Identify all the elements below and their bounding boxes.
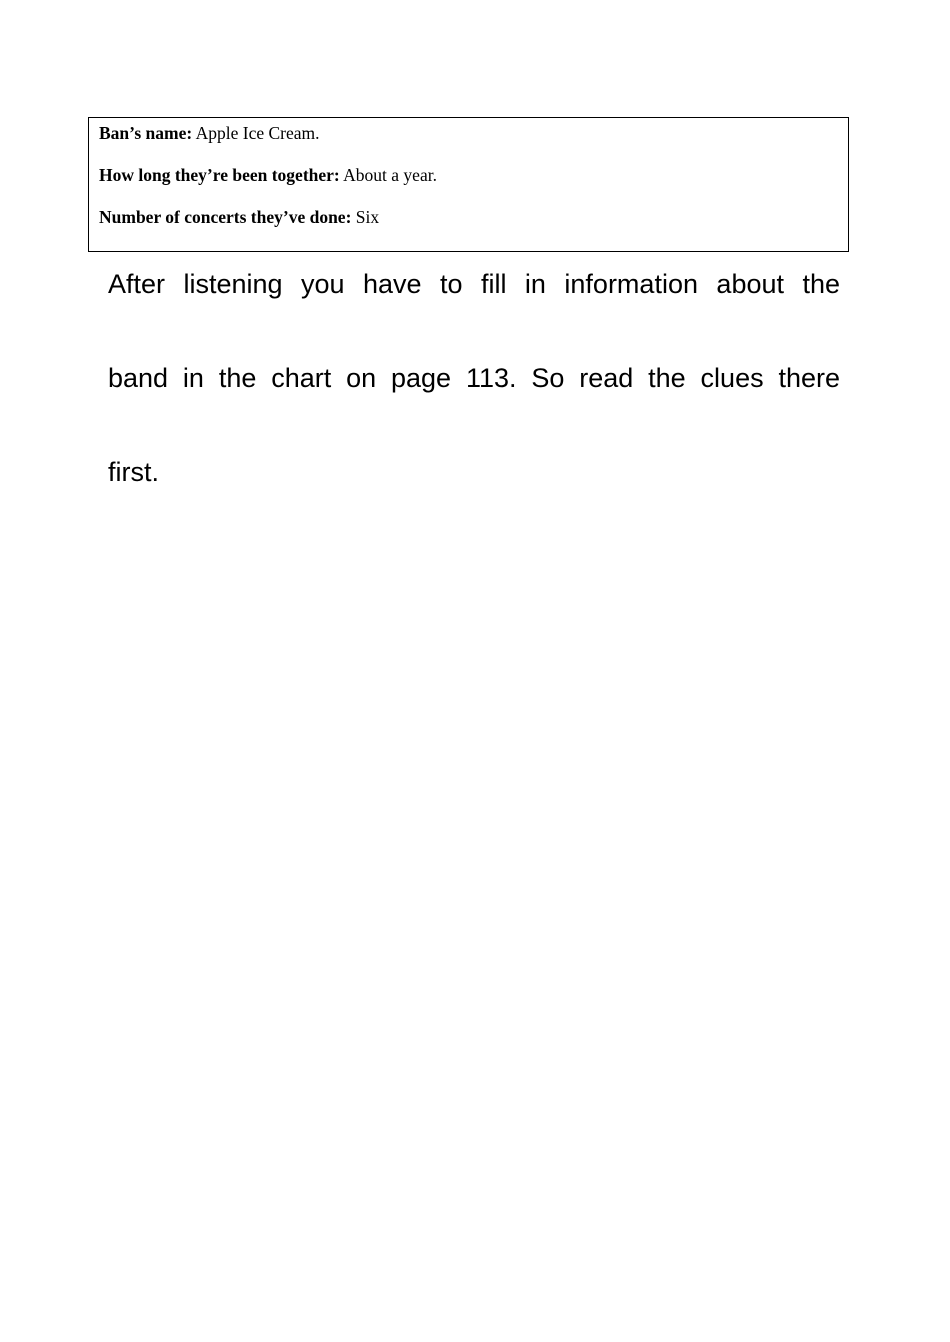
- instruction-line-3: first.: [108, 457, 159, 487]
- duration-label: How long they’re been together:: [99, 165, 340, 185]
- band-name-value: Apple Ice Cream.: [192, 123, 320, 143]
- band-name-row: [99, 122, 838, 164]
- concerts-label: Number of concerts they’ve done:: [99, 207, 352, 227]
- duration-value: About a year.: [339, 165, 437, 185]
- duration-row: [99, 164, 838, 206]
- concerts-row: [99, 206, 838, 248]
- instruction-line-2: band in the chart on page 113. So read the clues there: [108, 363, 840, 393]
- concerts-value: Six: [351, 207, 380, 227]
- instruction-paragraph: [108, 262, 840, 544]
- band-info-box: [88, 117, 849, 252]
- instruction-line-1: After listening you have to fill in information about the: [108, 269, 840, 299]
- band-name-label: Ban’s name:: [99, 123, 193, 143]
